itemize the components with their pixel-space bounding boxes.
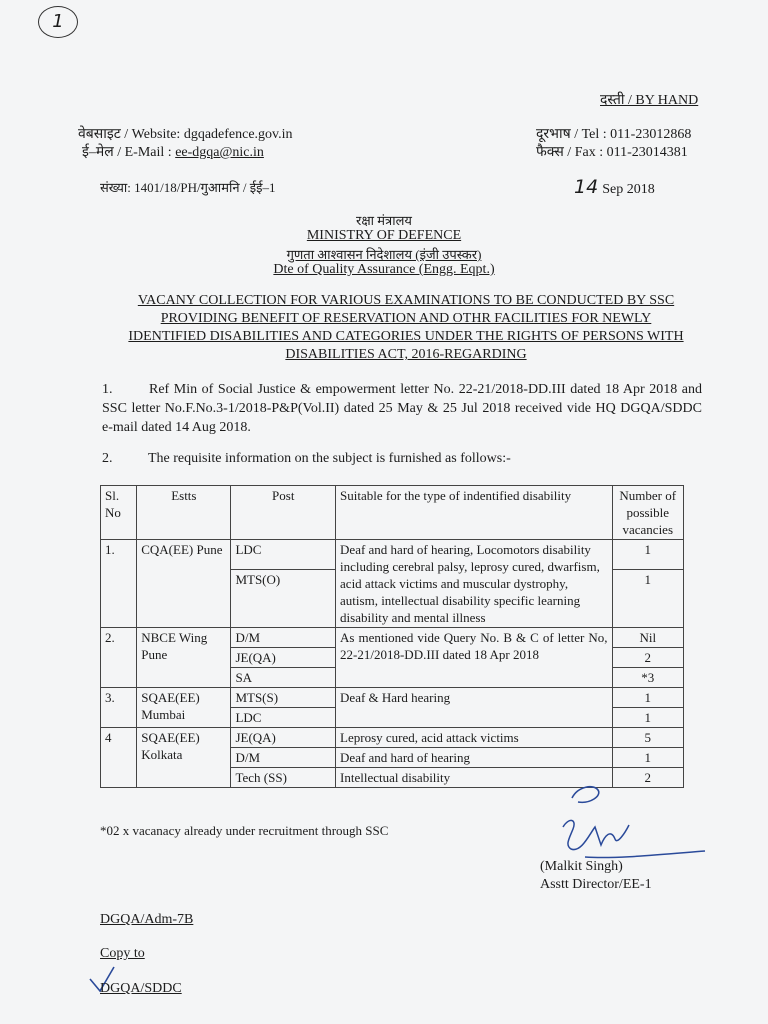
table-row [101, 728, 684, 748]
cell-post: MTS(S) [231, 688, 336, 708]
cell-estt: NBCE Wing Pune [137, 628, 231, 688]
cell-sl: 2. [101, 628, 137, 688]
page-number: 1 [52, 11, 64, 32]
by-hand-label: दस्ती / BY HAND [600, 93, 699, 108]
table-row [101, 688, 684, 708]
cell-post: LDC [231, 540, 336, 570]
email-line [82, 142, 264, 161]
header-number-vacancies: Number of possible vacancies [612, 486, 683, 540]
cell-vacancies: Nil [612, 628, 683, 648]
subject-line: VACANY COLLECTION FOR VARIOUS EXAMINATIONS TO BE CONDUCTED BY SSC [137, 293, 675, 308]
cell-vacancies: 2 [612, 768, 683, 788]
date-month-year: Sep 2018 [602, 182, 655, 197]
paragraph-2-number: 2. [102, 451, 113, 466]
subject-line: IDENTIFIED DISABILITIES AND CATEGORIES UNDER THE RIGHTS OF PERSONS WITH [128, 329, 684, 344]
cell-post: D/M [231, 748, 336, 768]
cell-estt: SQAE(EE) Kolkata [137, 728, 231, 788]
date-day-handwritten: 14 [574, 176, 599, 198]
directorate-name: Dte of Quality Assurance (Engg. Eqpt.) [273, 262, 495, 277]
letter-date [574, 176, 655, 198]
cell-estt: CQA(EE) Pune [137, 540, 231, 628]
cell-post: LDC [231, 708, 336, 728]
cell-vacancies: 1 [612, 748, 683, 768]
cell-vacancies: 1 [612, 570, 683, 628]
table-header-row [101, 486, 684, 540]
cell-post: JE(QA) [231, 728, 336, 748]
reference-number: संख्या: 1401/18/PH/गुआमनि / ईई–1 [100, 180, 276, 195]
cell-post: D/M [231, 628, 336, 648]
cell-post: Tech (SS) [231, 768, 336, 788]
directorate-hindi: गुणता आश्वासन निदेशालय (इंजी उपस्कर) [286, 247, 482, 262]
header-suitable-disability: Suitable for the type of indentified disability [336, 486, 612, 540]
cell-vacancies: 5 [612, 728, 683, 748]
table-row [101, 628, 684, 648]
cell-vacancies: 1 [612, 540, 683, 570]
copy-recipient: DGQA/SDDC [100, 981, 182, 996]
telephone-line: दूरभाष / Tel : 011-23012868 [536, 127, 692, 142]
header-estts: Estts [137, 486, 231, 540]
page-number-circle [38, 6, 78, 38]
cell-suitable: Intellectual disability [336, 768, 612, 788]
signatory-designation: Asstt Director/EE-1 [540, 877, 652, 892]
website-line: वेबसाइट / Website: dgqadefence.gov.in [78, 127, 293, 142]
email-label: ई–मेल / E-Mail : [82, 145, 176, 160]
cell-vacancies: 1 [612, 688, 683, 708]
table-row [101, 540, 684, 570]
paragraph-2: The requisite information on the subject is furnished as follows:- [148, 451, 511, 466]
cell-vacancies: *3 [612, 668, 683, 688]
cell-suitable: Deaf & Hard hearing [336, 688, 612, 728]
header-post: Post [231, 486, 336, 540]
cell-sl: 3. [101, 688, 137, 728]
addressee: DGQA/Adm-7B [100, 912, 194, 927]
fax-line: फैक्स / Fax : 011-23014381 [536, 145, 688, 160]
cell-estt: SQAE(EE) Mumbai [137, 688, 231, 728]
cell-suitable: Leprosy cured, acid attack victims [336, 728, 612, 748]
paragraph-1: 1. Ref Min of Social Justice & empowerment letter No. 22-21/2018-DD.III dated 18 Apr 2018 and SSC letter No.F.No.3-1/2018-P&P(Vol.II) dated 25 May & 25 Jul 2018 received vide HQ DGQA/SDDC e-mail dated 14 Aug 2018. [102, 382, 706, 435]
subject-line: PROVIDING BENEFIT OF RESERVATION AND OTHR FACILITIES FOR NEWLY [160, 311, 652, 326]
subject-heading [100, 292, 712, 364]
cell-sl: 4 [101, 728, 137, 788]
subject-line: DISABILITIES ACT, 2016-REGARDING [285, 347, 527, 362]
pen-tick-mark [568, 782, 608, 808]
cell-post: SA [231, 668, 336, 688]
cell-post: JE(QA) [231, 648, 336, 668]
header-sl-no: Sl. No [101, 486, 137, 540]
cell-suitable: As mentioned vide Query No. B & C of letter No, 22-21/2018-DD.III dated 18 Apr 2018 [336, 628, 612, 688]
cell-post: MTS(O) [231, 570, 336, 628]
footnote: *02 x vacanacy already under recruitment through SSC [100, 823, 389, 838]
cell-suitable: Deaf and hard of hearing, Locomotors disability including cerebral palsy, leprosy cured, dwarfism, acid attack victims and muscular dystrophy, autism, intellectual disability specific learning disability and mental illness [336, 540, 612, 628]
copy-to-label: Copy to [100, 946, 145, 961]
cell-suitable: Deaf and hard of hearing [336, 748, 612, 768]
email-link[interactable]: ee-dgqa@nic.in [175, 145, 264, 160]
signatory-name: (Malkit Singh) [540, 859, 623, 874]
vacancy-table [100, 485, 684, 788]
ministry-name: MINISTRY OF DEFENCE [306, 228, 462, 243]
cell-sl: 1. [101, 540, 137, 628]
cell-vacancies: 1 [612, 708, 683, 728]
cell-vacancies: 2 [612, 648, 683, 668]
ministry-hindi: रक्षा मंत्रालय [356, 213, 412, 228]
